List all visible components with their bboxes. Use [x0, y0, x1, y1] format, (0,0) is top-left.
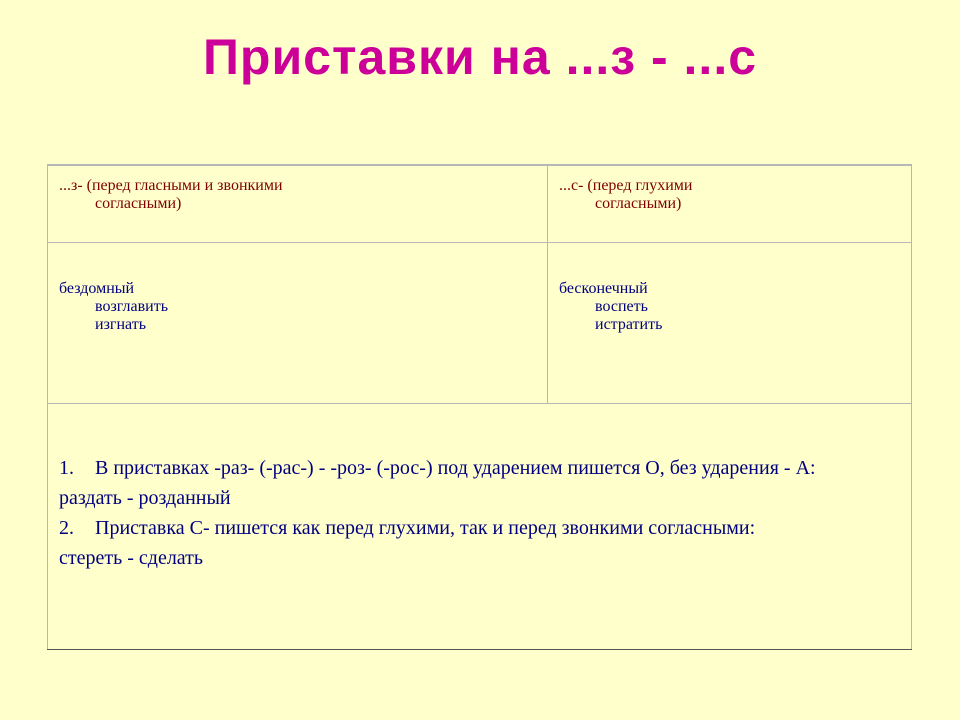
examples-z-list	[59, 280, 168, 334]
rule-example: раздать - розданный	[59, 487, 231, 509]
rule-item	[59, 453, 904, 483]
example-word: изгнать	[95, 316, 146, 333]
header-s-text	[559, 177, 692, 213]
prefix-table	[47, 164, 912, 650]
example-word: истратить	[595, 316, 663, 333]
header-z-text	[59, 177, 283, 213]
rule-item	[59, 513, 904, 543]
example-word: бесконечный	[559, 280, 648, 297]
rule-number: 1.	[59, 457, 74, 479]
rules-list	[59, 453, 904, 573]
example-word: бездомный	[59, 280, 135, 297]
rule-example: стереть - сделать	[59, 547, 204, 569]
header-z-line2: согласными)	[95, 195, 182, 212]
header-z-line1: ...з- (перед гласными и звонкими	[59, 177, 283, 194]
examples-s-list	[559, 280, 662, 334]
header-s-line1: ...с- (перед глухими	[559, 177, 693, 194]
example-word: воспеть	[595, 298, 648, 315]
slide-title: Приставки на ...з - ...с	[202, 29, 758, 85]
header-s-line2: согласными)	[595, 195, 682, 212]
rule-number: 2.	[59, 517, 74, 539]
rule-text: В приставках -раз- (-рас-) - -роз- (-рос-) под ударением пишется О, без ударения - А:	[95, 457, 816, 479]
rule-text: Приставка С- пишется как перед глухими, так и перед звонкими согласными:	[95, 517, 756, 539]
example-word: возглавить	[95, 298, 169, 315]
